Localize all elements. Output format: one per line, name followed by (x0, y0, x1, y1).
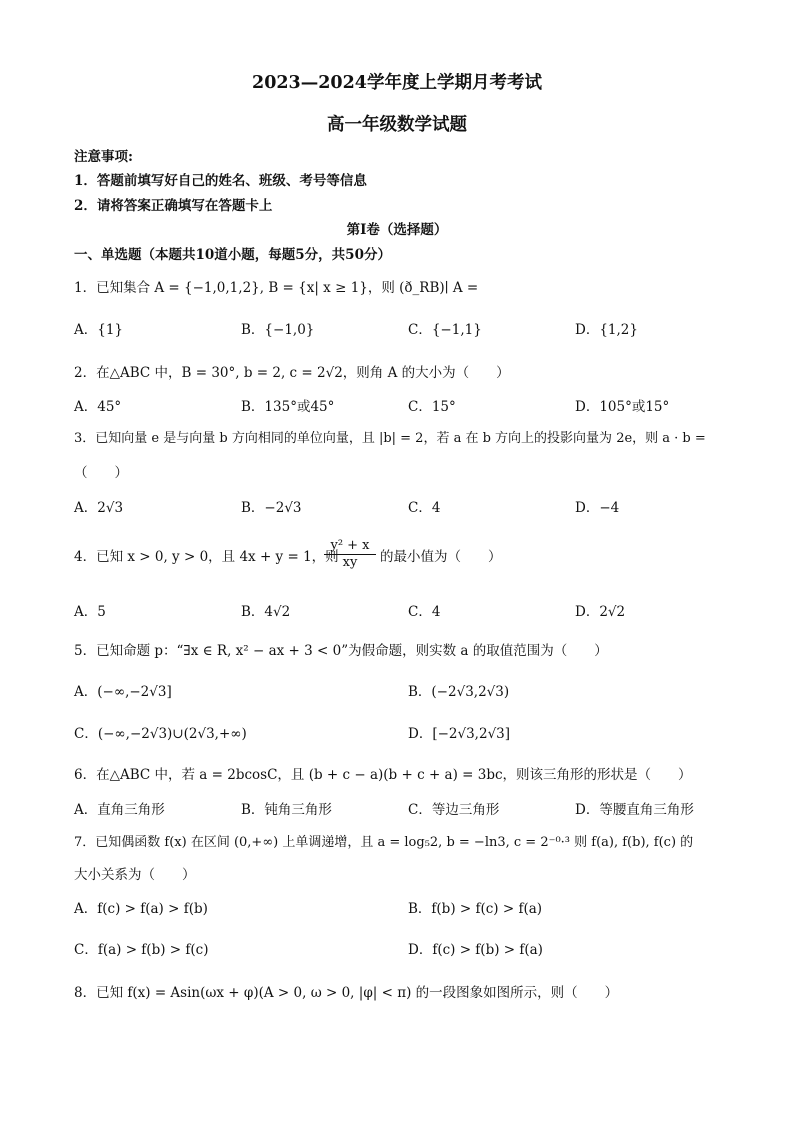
q3-option-a: A．2√3 (74, 500, 124, 516)
q1-option-b: B．{−1,0} (241, 322, 315, 338)
q7-option-d: D．f(c) > f(b) > f(a) (408, 942, 543, 958)
q7-option-a: A．f(c) > f(a) > f(b) (74, 901, 208, 917)
q5-option-d: D．[−2√3,2√3] (408, 726, 511, 742)
q1-option-d: D．{1,2} (575, 322, 638, 338)
q4-option-d: D．2√2 (575, 604, 626, 620)
q5-option-c: C．(−∞,−2√3)∪(2√3,+∞) (74, 726, 247, 742)
question-6-stem: 6．在△ABC 中，若 a = 2bcosC，且 (b + c − a)(b + c + a) = 3bc，则该三角形的形状是（ ） (74, 767, 692, 783)
question-3-stem: 3．已知向量 e 是与向量 b 方向相同的单位向量，且 |b| = 2，若 a 在 b 方向上的投影向量为 2e，则 a · b = (74, 431, 706, 446)
q6-option-a: A．直角三角形 (74, 802, 165, 818)
q2-option-c: C．15° (408, 399, 456, 415)
q7-option-c: C．f(a) > f(b) > f(c) (74, 942, 209, 958)
question-1-stem: 1．已知集合 A = {−1,0,1,2}, B = {x| x ≥ 1}，则 (ð_RB)∣ A = (74, 280, 479, 296)
q5-option-a: A．(−∞,−2√3] (74, 684, 172, 700)
question-5-stem: 5．已知命题 p：“∃x ∈ R, x² − ax + 3 < 0”为假命题，则实数 a 的取值范围为（ ） (74, 643, 608, 659)
q4-fraction-denominator: xy (342, 555, 358, 570)
q6-option-b: B．钝角三角形 (241, 802, 332, 818)
notice-item: 1．答题前填写好自己的姓名、班级、考号等信息 (74, 173, 367, 189)
q3-option-d: D．−4 (575, 500, 620, 516)
question-7-stem-cont: 大小关系为（ ） (74, 867, 196, 883)
part-heading: 一、单选题（本题共10道小题，每题5分，共50分） (74, 247, 391, 263)
question-4-stem-pre: 4．已知 x > 0, y > 0，且 4x + y = 1，则 (74, 549, 339, 565)
question-7-stem: 7．已知偶函数 f(x) 在区间 (0,+∞) 上单调递增，且 a = log₅2, b = −ln3, c = 2⁻⁰·³ 则 f(a), f(b), f(c) 的 (74, 835, 694, 850)
exam-title: 2023—2024学年度上学期月考考试 (252, 73, 542, 93)
q4-fraction-numerator: y² + x (324, 538, 376, 555)
q4-option-a: A．5 (74, 604, 106, 620)
exam-subtitle: 高一年级数学试题 (327, 115, 467, 135)
notice-item: 2．请将答案正确填写在答题卡上 (74, 198, 273, 214)
q4-option-b: B．4√2 (241, 604, 291, 620)
question-8-stem: 8．已知 f(x) = Asin(ωx + φ)(A > 0, ω > 0, |φ| < π) 的一段图象如图所示，则（ ） (74, 985, 619, 1001)
q4-option-c: C．4 (408, 604, 441, 620)
q5-option-b: B．(−2√3,2√3) (408, 684, 510, 700)
question-4-stem-post: 的最小值为（ ） (380, 549, 502, 565)
q7-option-b: B．f(b) > f(c) > f(a) (408, 901, 543, 917)
q6-option-c: C．等边三角形 (408, 802, 500, 818)
q1-option-c: C．{−1,1} (408, 322, 482, 338)
notice-heading: 注意事项: (74, 149, 133, 165)
q3-option-b: B．−2√3 (241, 500, 302, 516)
q2-option-d: D．105°或15° (575, 399, 670, 415)
volume-heading: 第Ⅰ卷（选择题） (346, 222, 448, 238)
q4-fraction (324, 538, 376, 571)
question-2-stem: 2．在△ABC 中，B = 30°, b = 2, c = 2√2，则角 A 的大小为（ ） (74, 365, 510, 381)
question-3-stem-cont: （ ） (74, 465, 128, 481)
q2-option-b: B．135°或45° (241, 399, 335, 415)
q6-option-d: D．等腰直角三角形 (575, 802, 694, 818)
q1-option-a: A．{1} (74, 322, 124, 338)
q3-option-c: C．4 (408, 500, 441, 516)
q2-option-a: A．45° (74, 399, 122, 415)
